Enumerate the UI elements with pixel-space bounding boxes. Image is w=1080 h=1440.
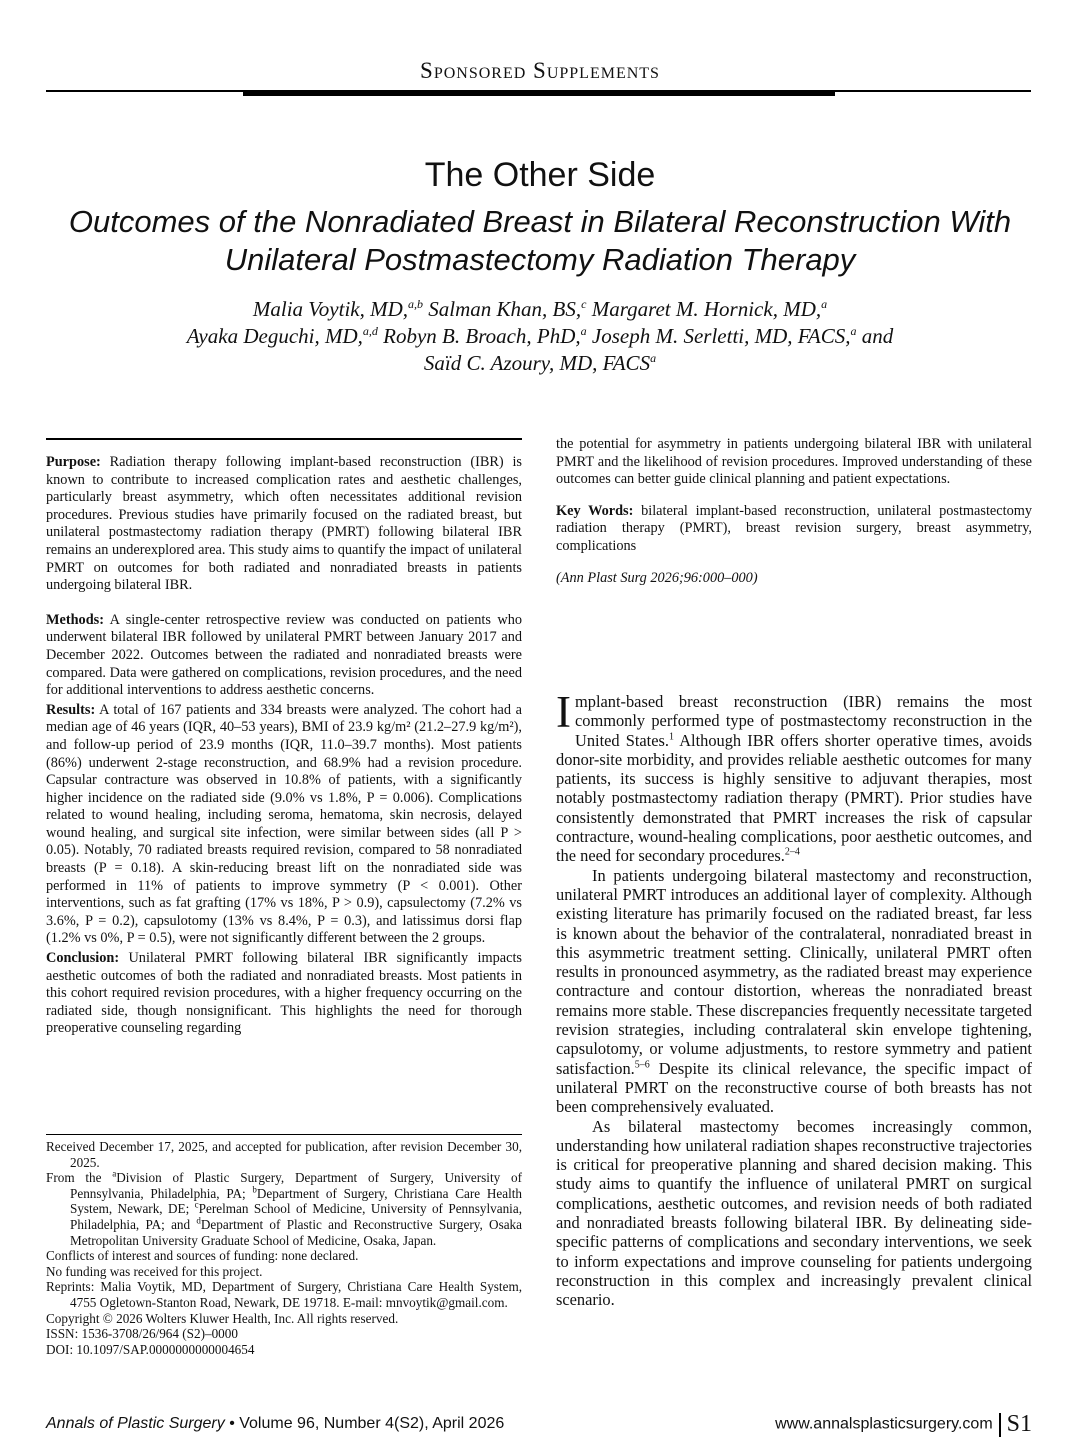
methods-text: A single-center retrospective review was conducted on patients who underwent bilateral IBR followed by unilateral PMRT between January 2017 and December 2022. Outcomes between the radiated and nonradiated breasts were compared. Data were gathered on complications, revision procedures, and the need for additional interventions to address aesthetic concerns. [46, 611, 522, 699]
conflicts-note: Conflicts of interest and sources of funding: none declared. [46, 1248, 359, 1264]
results-label: Results: [46, 701, 96, 718]
abstract [46, 454, 522, 1040]
reference-mark[interactable]: 2–4 [784, 846, 800, 858]
author-list [90, 296, 990, 377]
article-subtitle: Outcomes of the Nonradiated Breast in Bilateral Reconstruction With Unilateral Postmastectomy Radiation Therapy [68, 204, 1012, 277]
affiliation-mark: a [580, 324, 587, 338]
footer-journal [46, 1415, 504, 1433]
conclusion-label: Conclusion: [46, 950, 120, 967]
affiliation-mark: a [850, 324, 857, 338]
citation: (Ann Plast Surg 2026;96:000–000) [556, 569, 758, 586]
affiliation-mark: d [196, 1215, 201, 1226]
author-name: Margaret M. Hornick, MD, [586, 297, 822, 321]
body-text: In patients undergoing bilateral mastectomy and reconstruction, unilateral PMRT introduces an additional layer of complexity. Although existing literature has primarily focused on the radiated breast, far less is known about the behavior of the contralateral, nonradiated breast in this asymmetric treatment setting. Clinically, unilateral PMRT often results in pronounced asymmetry, as the radiated breast may experience contracture and contour distortion, whereas the nonradiated breast remains more stable. These discrepancies frequently necessitate targeted revision strategies, including contralateral skin envelope tightening, capsulotomy, or volume adjustments, to restore symmetry and patient satisfaction. [556, 865, 1032, 1078]
page-number: S1 [1006, 1411, 1032, 1437]
author-conjunction: and [856, 324, 894, 348]
affiliation-mark: c [194, 1199, 199, 1210]
conclusion-continued: the potential for asymmetry in patients undergoing bilateral IBR with unilateral PMRT and the likelihood of revision procedures. Improved understanding of these outcomes can better guide clinical planning and patient expectations. [556, 436, 1032, 488]
doi-note: DOI: 10.1097/SAP.0000000000004654 [46, 1341, 255, 1357]
author-name: Ayaka Deguchi, MD, [186, 324, 363, 348]
abstract-continued [556, 436, 1032, 601]
conclusion-text: Unilateral PMRT following bilateral IBR significantly impacts aesthetic outcomes of both the radiated and nonradiated breasts. Most patients in this cohort required revision procedures, with a higher frequency occurring on the radiated side, though nonsignificant. This highlights the need for thorough preoperative counseling regarding [46, 950, 522, 1037]
abstract-results [46, 702, 522, 948]
affiliation-mark: a,b [408, 297, 424, 311]
article-front-matter [46, 1139, 522, 1357]
affiliation-text: From the [46, 1170, 113, 1186]
author-line-3 [90, 350, 990, 377]
body-text: Although IBR offers shorter operative times, avoids donor-site morbidity, and provides reliable aesthetic outcomes for many patients, its success is highly sensitive to adjuvant therapies, most notably postmastectomy radiation therapy (PMRT). Prior studies have consistently demonstrated that PMRT increases the risk of capsular contracture, wound-healing complications, poor aesthetic outcomes, and the need for secondary procedures. [556, 730, 1032, 866]
body-paragraph-3: As bilateral mastectomy becomes increasingly common, understanding how unilateral radiation shapes reconstructive trajectories is critical for preoperative planning and shared decision making. This study aims to quantify the influence of unilateral PMRT on surgical complications, aesthetic outcomes, and revision needs of both radiated and nonradiated breasts following bilateral IBR. By delineating side-specific patterns of complications and secondary interventions, we seek to inform expectations and improve counseling for patients undergoing reconstruction in this complex and increasingly prevalent clinical scenario. [556, 1116, 1032, 1310]
author-name: Robyn B. Broach, PhD, [377, 324, 581, 348]
running-header: Sponsored Supplements [420, 58, 660, 83]
body-paragraph-1 [556, 687, 1032, 866]
keywords-label: Key Words: [556, 502, 634, 519]
purpose-text: Radiation therapy following implant-based reconstruction (IBR) is known to contribute to increased complication rates and aesthetic challenges, particularly breast asymmetry, which often necessitates additional revision procedures. Previous studies have primarily focused on the radiated breast, but unilateral postmastectomy radiation therapy (PMRT) following bilateral IBR remains an underexplored area. This study aims to quantify the impact of unilateral PMRT on outcomes for both radiated and nonradiated breasts in patients undergoing bilateral IBR. [46, 454, 522, 594]
author-line-2 [90, 323, 990, 350]
author-name: Saïd C. Azoury, MD, FACS [423, 351, 651, 375]
keywords-text: bilateral implant-based reconstruction, unilateral postmastectomy radiation therapy (PMRT), breast revision surgery, breast asymmetry, complications [556, 502, 1033, 554]
abstract-methods [46, 612, 522, 700]
author-name: Joseph M. Serletti, MD, FACS, [586, 324, 851, 348]
affiliation-mark: c [581, 297, 587, 311]
results-text: A total of 167 patients and 334 breasts were analyzed. The cohort had a median age of 46 years (IQR, 40–53 years), BMI of 23.9 kg/m² (21.2–27.9 kg/m²), and follow-up period of 23.9 months (IQR, 11.0–39.7 months). Most patients (86%) underwent 2-stage reconstruction, and 68.9% had a revision procedure. Capsular contracture was observed in 10.8% of patients, with a significantly higher incidence on the radiated side (9.0% vs 1.8%, P = 0.006). Complications related to wound healing, including seroma, hematoma, skin necrosis, delayed wound healing, and surgical site infection, were similar between sides (all P > 0.05). Notably, 70 radiated breasts required revision, compared to 58 nonradiated breasts (P = 0.18). A skin-reducing breast lift on the nonradiated side was performed in 11% of patients to improve symmetry (P < 0.001). Other interventions, such as fat grafting (17% vs 18%, P > 0.9), capsulectomy (7.2% vs 3.6%, P = 0.2), capsulotomy (13% vs 8.4%, P = 0.3), and latissimus dorsi flap (1.2% vs 0%, P = 0.5), were not significantly different between the 2 groups. [46, 701, 522, 947]
issue-info: • Volume 96, Number 4(S2), April 2026 [224, 1415, 505, 1432]
affiliation-mark: a [821, 297, 828, 311]
affiliation-mark: a,d [362, 324, 378, 338]
article-title: The Other Side [424, 156, 656, 194]
issn-note: ISSN: 1536-3708/26/964 (S2)–0000 [46, 1326, 238, 1342]
affiliation-text: Division of Plastic Surgery, Department of Surgery, University of Pennsylvania, Philadelphia, PA; [70, 1170, 522, 1201]
affiliation-text: Perelman School of Medicine, University of Pennsylvania, Philadelphia, PA; and [70, 1201, 522, 1232]
drop-cap: I [556, 687, 571, 737]
footer-separator [999, 1413, 1001, 1437]
affiliation-mark: a [650, 351, 657, 365]
copyright-note: Copyright © 2026 Wolters Kluwer Health, Inc. All rights reserved. [46, 1310, 399, 1326]
methods-label: Methods: [46, 611, 104, 628]
footnote-rule [46, 1134, 522, 1135]
abstract-rule [46, 438, 522, 440]
author-line-1 [90, 296, 990, 323]
affiliations-note [46, 1170, 522, 1248]
affiliation-mark: a [112, 1168, 117, 1179]
reference-mark[interactable]: 5–6 [634, 1059, 650, 1071]
author-name: Malia Voytik, MD, [252, 297, 409, 321]
reference-mark[interactable]: 1 [668, 731, 674, 743]
reprints-note: Reprints: Malia Voytik, MD, Department of Surgery, Christiana Care Health System, 4755 Ogletown-Stanton Road, Newark, DE 19718. E-mail: mnvoytik@gmail.com. [46, 1279, 522, 1310]
affiliation-text: Department of Surgery, Christiana Care Health System, Newark, DE; [70, 1185, 523, 1217]
abstract-purpose [46, 454, 522, 595]
received-note: Received December 17, 2025, and accepted for publication, after revision December 30, 2025. [46, 1139, 522, 1170]
affiliation-text: Department of Plastic and Reconstructive Surgery, Osaka Metropolitan University Graduate School of Medicine, Osaka, Japan. [70, 1216, 522, 1248]
funding-note: No funding was received for this project. [46, 1263, 263, 1279]
body-text: Despite its clinical relevance, the specific impact of unilateral PMRT on the reconstructive course of both breasts has not been comprehensively evaluated. [556, 1058, 1032, 1117]
abstract-conclusion [46, 950, 522, 1038]
body-paragraph-2 [556, 866, 1032, 1117]
affiliation-mark: b [252, 1184, 257, 1195]
journal-website-link[interactable]: www.annalsplasticsurgery.com [775, 1415, 993, 1433]
keywords [556, 503, 1032, 556]
author-name: Salman Khan, BS, [423, 297, 582, 321]
purpose-label: Purpose: [46, 454, 101, 470]
footer-right [775, 1411, 1032, 1438]
header-rule-bar [243, 90, 835, 96]
article-body [556, 687, 1032, 1310]
body-text: mplant-based breast reconstruction (IBR) remains the most commonly performed type of postmastectomy reconstruction in the United States. [575, 692, 1032, 750]
journal-name: Annals of Plastic Surgery [46, 1415, 225, 1432]
